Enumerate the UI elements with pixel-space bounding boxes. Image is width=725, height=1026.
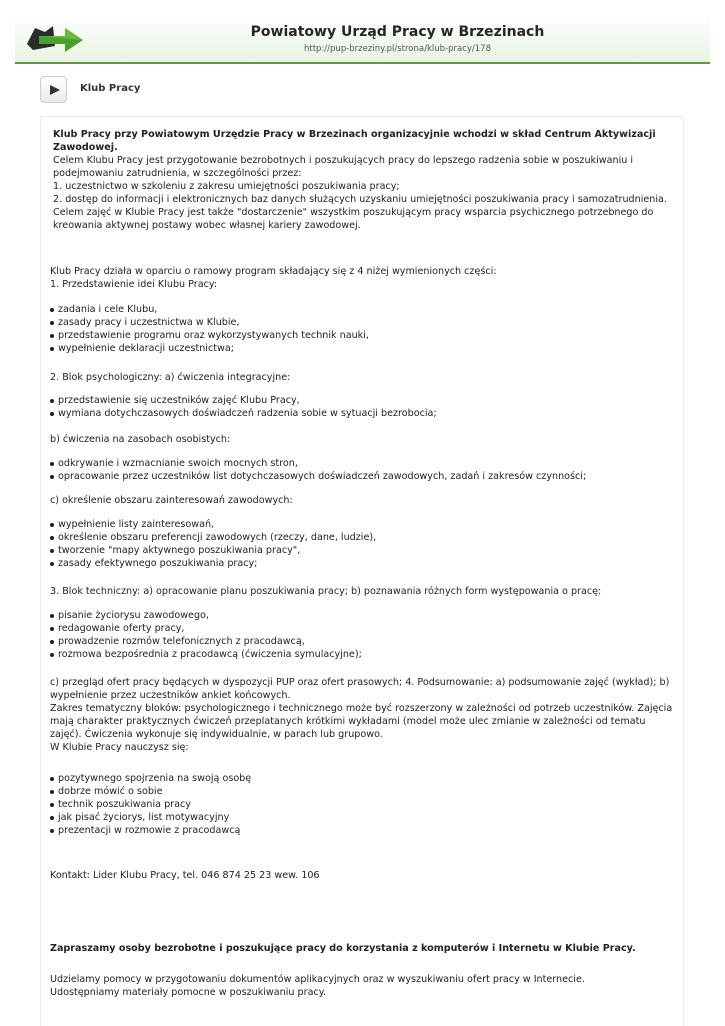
- part2-title: 2. Blok psychologiczny: a) ćwiczenia integracyjne:: [50, 372, 291, 383]
- list-item: tworzenie "mapy aktywnego poszukiwania pracy",: [50, 544, 675, 557]
- list-item: prowadzenie rozmów telefonicznych z pracodawcą,: [50, 635, 675, 648]
- site-header: [15, 14, 710, 64]
- list-item: przedstawienie się uczestników zajęć Klubu Pracy,: [50, 394, 675, 407]
- play-icon: [49, 84, 61, 96]
- play-button[interactable]: [40, 76, 67, 103]
- list-item: prezentacji w rozmowie z pracodawcą: [50, 824, 675, 837]
- list-item: odkrywanie i wzmacnianie swoich mocnych stron,: [50, 457, 675, 470]
- help-line: Udzielamy pomocy w przygotowaniu dokumentów aplikacyjnych oraz w wyszukiwaniu ofert pracy w Internecie.: [50, 974, 585, 985]
- list-item: redagowanie oferty pracy,: [50, 622, 675, 635]
- site-title: Powiatowy Urząd Pracy w Brzezinach: [250, 24, 545, 40]
- intro-block: [53, 128, 673, 232]
- list-item: zasady pracy i uczestnictwa w Klubie,: [50, 316, 675, 329]
- program-intro: Klub Pracy działa w oparciu o ramowy program składający się z 4 niżej wymienionych części:: [50, 266, 497, 277]
- intro-line: 2. dostęp do informacji i elektronicznych baz danych służących uzyskaniu umiejętności poszukiwania pracy i samozatrudnienia.: [53, 194, 667, 205]
- list-item: przedstawienie programu oraz wykorzystywanych technik nauki,: [50, 329, 675, 342]
- list-item: pisanie życiorysu zawodowego,: [50, 609, 675, 622]
- part2c-title: c) określenie obszaru zainteresowań zawodowych:: [50, 495, 293, 506]
- part3c-line: W Klubie Pracy nauczysz się:: [50, 742, 189, 753]
- intro-line: 1. uczestnictwo w szkoleniu z zakresu umiejętności poszukiwania pracy;: [53, 181, 400, 192]
- list-item: zasady efektywnego poszukiwania pracy;: [50, 557, 675, 570]
- part2b-title: b) ćwiczenia na zasobach osobistych:: [50, 434, 231, 445]
- list-item: opracowanie przez uczestników list dotychczasowych doświadczeń zawodowych, zadań i zakresów czynności;: [50, 470, 675, 483]
- part1-list: [50, 303, 675, 355]
- part1-title: 1. Przedstawienie idei Klubu Pracy:: [50, 279, 218, 290]
- list-item: wymiana dotychczasowych doświadczeń radzenia sobie w sytuacji bezrobocia;: [50, 407, 675, 420]
- list-item: wypełnienie listy zainteresowań,: [50, 518, 675, 531]
- part2a-list: [50, 394, 675, 420]
- page-title: Klub Pracy: [80, 83, 141, 94]
- intro-line: Celem zajęć w Klubie Pracy jest także "dostarczenie" wszystkim poszukującym pracy wsparcia psychicznego potrzebnego do kreowania aktywnej postawy wobec własnej kariery zawodowej.: [53, 207, 654, 231]
- contact-info: Kontakt: Lider Klubu Pracy, tel. 046 874 25 23 wew. 106: [50, 870, 320, 881]
- intro-bold: Klub Pracy przy Powiatowym Urzędzie Pracy w Brzezinach organizacyjnie wchodzi w skład Centrum Aktywizacji Zawodowej.: [53, 129, 656, 153]
- list-item: pozytywnego spojrzenia na swoją osobę: [50, 772, 675, 785]
- list-item: zadania i cele Klubu,: [50, 303, 675, 316]
- site-url[interactable]: http://pup-brzeziny.pl/strona/klub-pracy/178: [304, 44, 491, 54]
- article-content: [40, 116, 684, 1026]
- list-item: rozmowa bezpośrednia z pracodawcą (ćwiczenia symulacyjne);: [50, 648, 675, 661]
- part2b-list: [50, 457, 675, 483]
- program-intro-block: [50, 265, 675, 291]
- part3c-line: c) przegląd ofert pracy będących w dyspozycji PUP oraz ofert prasowych; 4. Podsumowanie: a) podsumowanie zajęć (wykład); b) wypełnienie przez uczestników ankiet końcowych.: [50, 677, 670, 701]
- intro-line: Celem Klubu Pracy jest przygotowanie bezrobotnych i poszukujących pracy do lepszego radzenia sobie w poszukiwaniu i podejmowaniu zatrudnienia, w szczególności przez:: [53, 155, 634, 179]
- list-item: technik poszukiwania pracy: [50, 798, 675, 811]
- part3-list: [50, 609, 675, 661]
- help-line: Udostępniamy materiały pomocne w poszukiwaniu pracy.: [50, 987, 327, 998]
- part3-title: 3. Blok techniczny: a) opracowanie planu poszukiwania pracy; b) poznawania różnych form występowania o pracę:: [50, 586, 602, 597]
- part2c-list: [50, 518, 675, 570]
- part3c-block: [50, 676, 675, 754]
- list-item: jak pisać życiorys, list motywacyjny: [50, 811, 675, 824]
- learn-list: [50, 772, 675, 837]
- list-item: dobrze mówić o sobie: [50, 785, 675, 798]
- help-block: [50, 973, 675, 999]
- list-item: wypełnienie deklaracji uczestnictwa;: [50, 342, 675, 355]
- invite-text: Zapraszamy osoby bezrobotne i poszukujące pracy do korzystania z komputerów i Internetu w Klubie Pracy.: [50, 943, 636, 954]
- part3c-line: Zakres tematyczny bloków: psychologicznego i technicznego może być rozszerzony w zależności od potrzeb uczestników. Zajęcia mają charakter praktycznych ćwiczeń przeplatanych krótkimi wykładami (model może ulec zmianie w zależności od tematu zajęć). Ćwiczenia wykonuje się indywidualnie, w parach lub grupowo.: [50, 703, 673, 740]
- list-item: określenie obszaru preferencji zawodowych (rzeczy, dane, ludzie),: [50, 531, 675, 544]
